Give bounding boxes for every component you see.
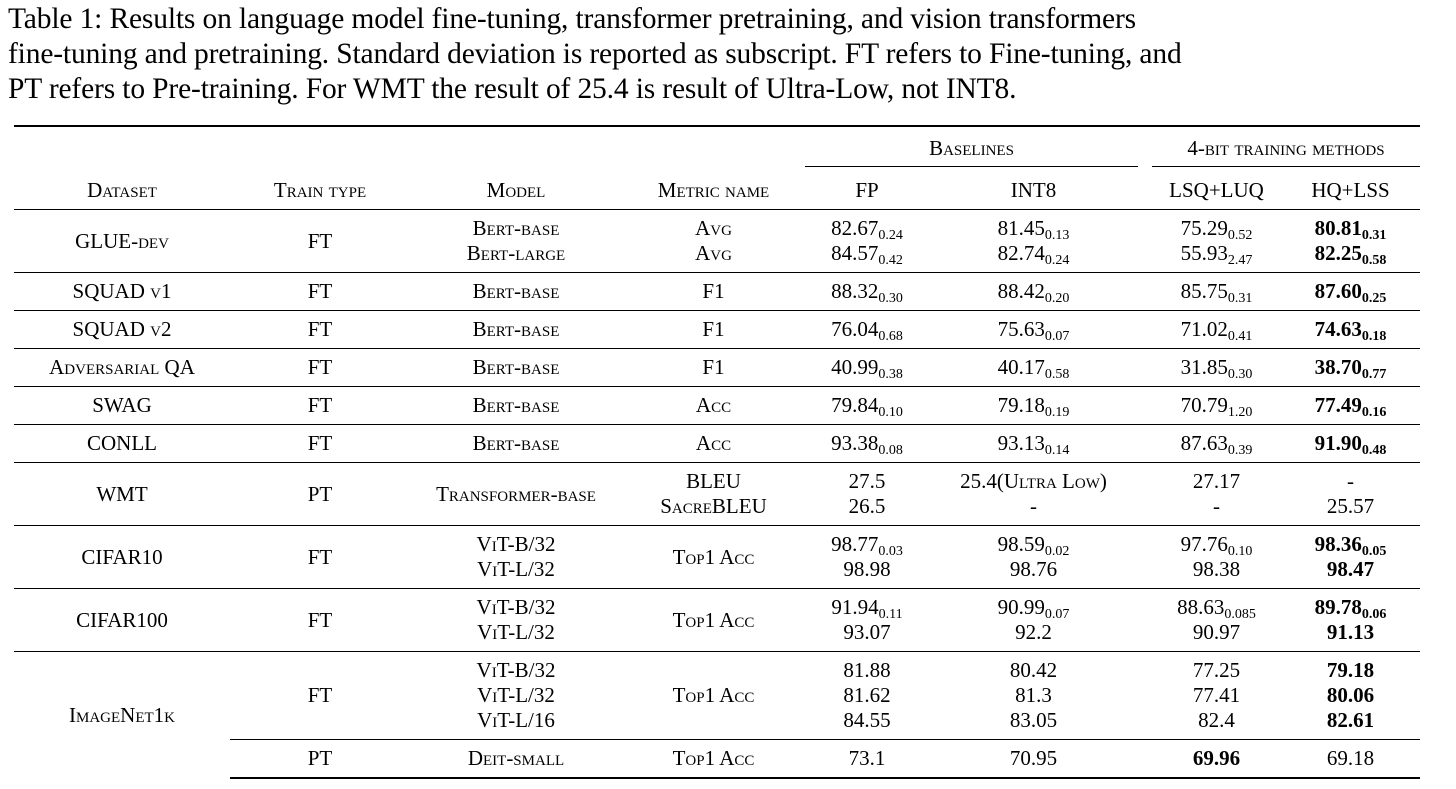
value: 91.94 (831, 595, 879, 619)
value: 25.57 (1326, 494, 1375, 518)
col-model: Model (486, 177, 546, 202)
results-table (14, 125, 1420, 779)
ultra-low-label: Ultra Low (1003, 469, 1100, 493)
dataset-cell: SWAG (14, 387, 230, 425)
table-row (14, 311, 1420, 349)
value: ) (1099, 469, 1107, 493)
std: 0.18 (1361, 329, 1387, 344)
std: 0.31 (1361, 228, 1387, 243)
dataset-cell: ImageNet1k (14, 652, 230, 779)
dataset-cell: SQUAD v1 (14, 273, 230, 311)
model-cell: Bert-base (410, 311, 622, 349)
std: 0.07 (1044, 329, 1070, 344)
metric-cell: F1 (622, 311, 805, 349)
std: 0.58 (1361, 253, 1387, 268)
value: 98.47 (1326, 557, 1375, 581)
std: 0.39 (1227, 443, 1253, 458)
std: 0.41 (1227, 329, 1253, 344)
caption-line-3: PT refers to Pre-training. For WMT the result of 25.4 is result of Ultra-Low, not INT8. (8, 73, 1017, 105)
std: 0.38 (878, 367, 903, 382)
value: 27.5 (848, 469, 886, 493)
value: 73.1 (805, 740, 929, 779)
dataset-cell: SQUAD v2 (14, 311, 230, 349)
std: 0.31 (1227, 291, 1253, 306)
value: 77.41 (1192, 683, 1241, 707)
model-cell: Bert-base (472, 216, 560, 240)
value: 98.36 (1314, 532, 1362, 556)
value: 25.4( (960, 469, 1004, 493)
value: 69.18 (1281, 740, 1420, 779)
value: 97.76 (1180, 532, 1228, 556)
model-cell: ViT-B/32 (476, 595, 556, 619)
std: 0.30 (1227, 367, 1253, 382)
table-row (14, 425, 1420, 463)
train-cell: FT (230, 652, 410, 740)
value: 82.61 (1326, 708, 1375, 732)
caption-line-1: Table 1: Results on language model fine-tuning, transformer pretraining, and vision transformers (8, 3, 1137, 35)
std: 0.52 (1227, 228, 1253, 243)
column-header-row (14, 171, 1420, 210)
std: 0.77 (1361, 367, 1387, 382)
train-cell: FT (230, 387, 410, 425)
std: 0.48 (1361, 443, 1387, 458)
group-4bit: 4-bit training methods (1152, 126, 1420, 171)
value: 80.06 (1326, 683, 1375, 707)
model-cell: ViT-L/32 (477, 683, 555, 707)
train-cell: FT (230, 589, 410, 652)
std: 0.20 (1044, 291, 1070, 306)
dataset-cell: CONLL (14, 425, 230, 463)
train-cell: FT (230, 425, 410, 463)
std: 0.08 (878, 443, 903, 458)
value: 83.05 (1009, 708, 1058, 732)
model-cell: ViT-L/32 (477, 557, 555, 581)
std: 0.25 (1361, 291, 1387, 306)
value: 98.77 (831, 532, 879, 556)
std: 0.42 (878, 253, 903, 268)
metric-cell: Avg (695, 216, 732, 240)
value: 84.55 (843, 708, 891, 732)
table-row (14, 349, 1420, 387)
value: 89.78 (1314, 595, 1362, 619)
col-hq: HQ+LSS (1311, 177, 1390, 202)
col-lsq: LSQ+LUQ (1169, 177, 1264, 202)
value: 84.57 (831, 241, 879, 265)
train-cell: FT (230, 349, 410, 387)
std: 0.10 (878, 405, 903, 420)
std: 0.03 (878, 544, 903, 559)
model-cell: Bert-base (410, 425, 622, 463)
metric-cell: BLEU (686, 469, 741, 493)
std: 0.085 (1224, 607, 1256, 622)
value: 82.4 (1198, 708, 1235, 732)
std: 0.16 (1361, 405, 1387, 420)
col-train-type: Train type (273, 177, 367, 202)
std: 0.07 (1044, 607, 1070, 622)
train-cell: PT (230, 740, 410, 779)
group-header-row (14, 126, 1420, 171)
std: 0.19 (1044, 405, 1070, 420)
value: 98.59 (997, 532, 1045, 556)
dataset-cell: CIFAR100 (14, 589, 230, 652)
value: 90.99 (997, 595, 1045, 619)
table-row (14, 463, 1420, 526)
value: 93.38 (831, 431, 879, 455)
value: 75.29 (1180, 216, 1228, 240)
value: 69.96 (1152, 740, 1281, 779)
value: - (1347, 469, 1354, 493)
table-row (14, 273, 1420, 311)
value: 76.04 (831, 317, 879, 341)
col-dataset: Dataset (87, 177, 157, 202)
model-cell: Bert-base (410, 387, 622, 425)
std: 0.24 (878, 228, 903, 243)
model-cell: Transformer-base (410, 463, 622, 526)
value: 55.93 (1180, 241, 1228, 265)
value: 87.60 (1314, 279, 1362, 303)
std: 0.14 (1044, 443, 1070, 458)
value: 98.98 (843, 557, 891, 581)
value: 85.75 (1180, 279, 1228, 303)
value: 90.97 (1192, 620, 1241, 644)
value: 77.49 (1314, 393, 1362, 417)
col-int8: INT8 (1010, 177, 1057, 202)
std: 0.11 (878, 607, 903, 622)
value: 75.63 (997, 317, 1045, 341)
value: 81.88 (843, 658, 891, 682)
table-row (14, 210, 1420, 273)
table-row (14, 387, 1420, 425)
std: 0.13 (1044, 228, 1070, 243)
value: 98.38 (1192, 557, 1241, 581)
metric-cell: Top1 Acc (622, 526, 805, 589)
value: 91.13 (1326, 620, 1375, 644)
value: 40.99 (831, 355, 879, 379)
train-cell: FT (230, 273, 410, 311)
value: 40.17 (997, 355, 1045, 379)
model-cell: Bert-base (410, 349, 622, 387)
caption-line-2: fine-tuning and pretraining. Standard deviation is reported as subscript. FT refers to Fine-tuning, and (8, 38, 1182, 70)
model-cell: Bert-base (410, 273, 622, 311)
value: 31.85 (1180, 355, 1228, 379)
value: 82.25 (1314, 241, 1362, 265)
value: 87.63 (1180, 431, 1228, 455)
metric-cell: F1 (622, 273, 805, 311)
dataset-cell: Adversarial QA (14, 349, 230, 387)
value: 38.70 (1314, 355, 1362, 379)
train-cell: FT (230, 526, 410, 589)
std: 0.68 (878, 329, 903, 344)
value: 71.02 (1180, 317, 1228, 341)
std: 0.02 (1044, 544, 1070, 559)
value: 81.3 (1015, 683, 1052, 707)
metric-cell: Acc (622, 387, 805, 425)
value: 26.5 (848, 494, 886, 518)
value: 70.79 (1180, 393, 1228, 417)
value: 92.2 (1015, 620, 1052, 644)
value: 80.81 (1314, 216, 1362, 240)
group-baselines: Baselines (805, 126, 1138, 171)
value: 80.42 (1009, 658, 1058, 682)
dataset-cell: WMT (14, 463, 230, 526)
model-cell: ViT-B/32 (476, 658, 556, 682)
value: 27.17 (1192, 469, 1241, 493)
table-caption (8, 2, 1452, 107)
value: 98.76 (1009, 557, 1058, 581)
std: 0.05 (1361, 544, 1387, 559)
metric-cell: SacreBLEU (660, 494, 767, 518)
value: 88.63 (1177, 595, 1225, 619)
value: - (1030, 494, 1037, 518)
value: 81.62 (843, 683, 891, 707)
value: 70.95 (929, 740, 1138, 779)
value: 88.42 (997, 279, 1045, 303)
model-cell: Deit-small (410, 740, 622, 779)
value: 93.07 (843, 620, 891, 644)
value: 77.25 (1192, 658, 1241, 682)
train-cell: FT (230, 311, 410, 349)
model-cell: ViT-L/16 (477, 708, 555, 732)
train-cell: FT (230, 210, 410, 273)
model-cell: Bert-large (466, 241, 566, 265)
std: 0.10 (1227, 544, 1253, 559)
col-metric: Metric name (657, 177, 770, 202)
train-cell: PT (230, 463, 410, 526)
value: 93.13 (997, 431, 1045, 455)
std: 0.24 (1044, 253, 1070, 268)
metric-cell: Avg (695, 241, 732, 265)
value: - (1213, 494, 1220, 518)
model-cell: ViT-B/32 (476, 532, 556, 556)
metric-cell: F1 (622, 349, 805, 387)
table-row (14, 652, 1420, 740)
table-row (14, 526, 1420, 589)
std: 0.30 (878, 291, 903, 306)
value: 79.18 (1326, 658, 1375, 682)
value: 88.32 (831, 279, 879, 303)
table-row (14, 589, 1420, 652)
value: 81.45 (997, 216, 1045, 240)
dataset-cell: CIFAR10 (14, 526, 230, 589)
dataset-cell: GLUE-dev (14, 210, 230, 273)
metric-cell: Top1 Acc (622, 589, 805, 652)
std: 0.58 (1044, 367, 1070, 382)
model-cell: ViT-L/32 (477, 620, 555, 644)
std: 2.47 (1227, 253, 1253, 268)
value: 91.90 (1314, 431, 1362, 455)
col-fp: FP (855, 177, 879, 202)
std: 1.20 (1227, 405, 1253, 420)
metric-cell: Acc (622, 425, 805, 463)
value: 79.84 (831, 393, 879, 417)
value: 79.18 (997, 393, 1045, 417)
metric-cell: Top1 Acc (622, 652, 805, 740)
std: 0.06 (1361, 607, 1387, 622)
value: 82.74 (997, 241, 1045, 265)
metric-cell: Top1 Acc (622, 740, 805, 779)
value: 82.67 (831, 216, 879, 240)
value: 74.63 (1314, 317, 1362, 341)
